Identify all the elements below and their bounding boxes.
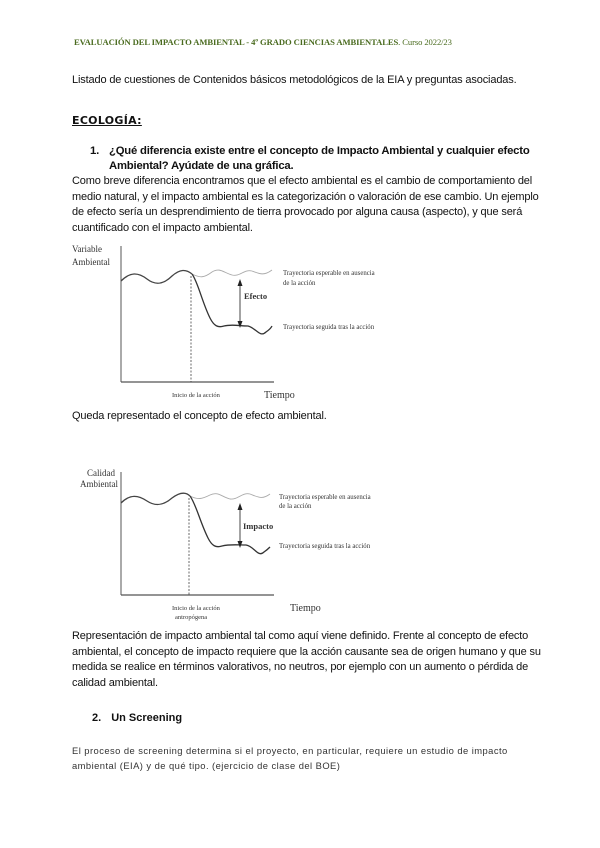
y-axis-label-1: Calidad (87, 468, 115, 478)
question-number: 2. (92, 712, 102, 724)
action-start-label: Inicio de la acción (172, 605, 220, 612)
effect-diagram (72, 240, 402, 402)
question-title: ¿Qué diferencia existe entre el concepto de Impacto Ambiental y cualquier efecto Ambiental? Ayúdate de una gráfica. (109, 145, 530, 172)
question-1-answer: Como breve diferencia encontramos que el efecto ambiental es el cambio de comportamiento del medio natural, y el impacto ambiental es la categorización o valoración de ese cambio. Un ejemplo de efecto sería un desprendimiento de tierra provocado por alguna causa (aspecto), y que será cuantificado con el impacto ambiental. (72, 175, 539, 234)
arrow-label: Efecto (244, 291, 268, 301)
expected-trajectory-label-2: de la acción (279, 503, 312, 510)
expected-trajectory-label-1: Trayectoria esperable en ausencia (283, 270, 375, 277)
y-axis-label-2: Ambiental (72, 257, 110, 267)
expected-trajectory-label-1: Trayectoria esperable en ausencia (279, 494, 371, 501)
question-1-heading (90, 144, 530, 174)
question-number: 1. (90, 145, 100, 157)
followed-trajectory-label: Trayectoria seguida tras la acción (283, 324, 375, 331)
x-axis-label: Tiempo (290, 603, 321, 614)
document-header (74, 37, 452, 47)
x-axis-label: Tiempo (264, 390, 295, 401)
followed-trajectory-label: Trayectoria seguida tras la acción (279, 543, 371, 550)
header-title: EVALUACIÓN DEL IMPACTO AMBIENTAL - 4º GRADO CIENCIAS AMBIENTALES (74, 37, 399, 47)
question-2-heading (92, 712, 182, 724)
y-axis-label-2: Ambiental (80, 479, 118, 489)
question-1-followup: Representación de impacto ambiental tal como aquí viene definido. Frente al concepto de efecto ambiental, el concepto de impacto requiere que la acción causante sea de origen humano y que su medida se realice en términos valorativos, no neutros, por ejemplo con un aumento o pérdida de calidad ambiental. (72, 630, 541, 689)
question-2-answer: El proceso de screening determina si el proyecto, en particular, requiere un estudio de impacto ambiental (EIA) y de qué tipo. (ejercicio de clase del BOE) (72, 745, 508, 771)
section-title: ECOLOGÍA: (72, 114, 142, 127)
figure-1-caption: Queda representado el concepto de efecto ambiental. (72, 410, 327, 422)
action-start-label: Inicio de la acción (172, 392, 220, 399)
intro-paragraph: Listado de cuestiones de Contenidos básicos metodológicos de la EIA y preguntas asociadas. (72, 74, 517, 86)
impact-diagram (72, 462, 402, 622)
question-title: Un Screening (111, 712, 183, 724)
y-axis-label-1: Variable (72, 244, 102, 254)
arrow-label: Impacto (243, 521, 274, 531)
action-start-label-2: antropógena (175, 614, 208, 621)
expected-trajectory-label-2: de la acción (283, 280, 316, 287)
header-course: . Curso 2022/23 (398, 37, 452, 47)
